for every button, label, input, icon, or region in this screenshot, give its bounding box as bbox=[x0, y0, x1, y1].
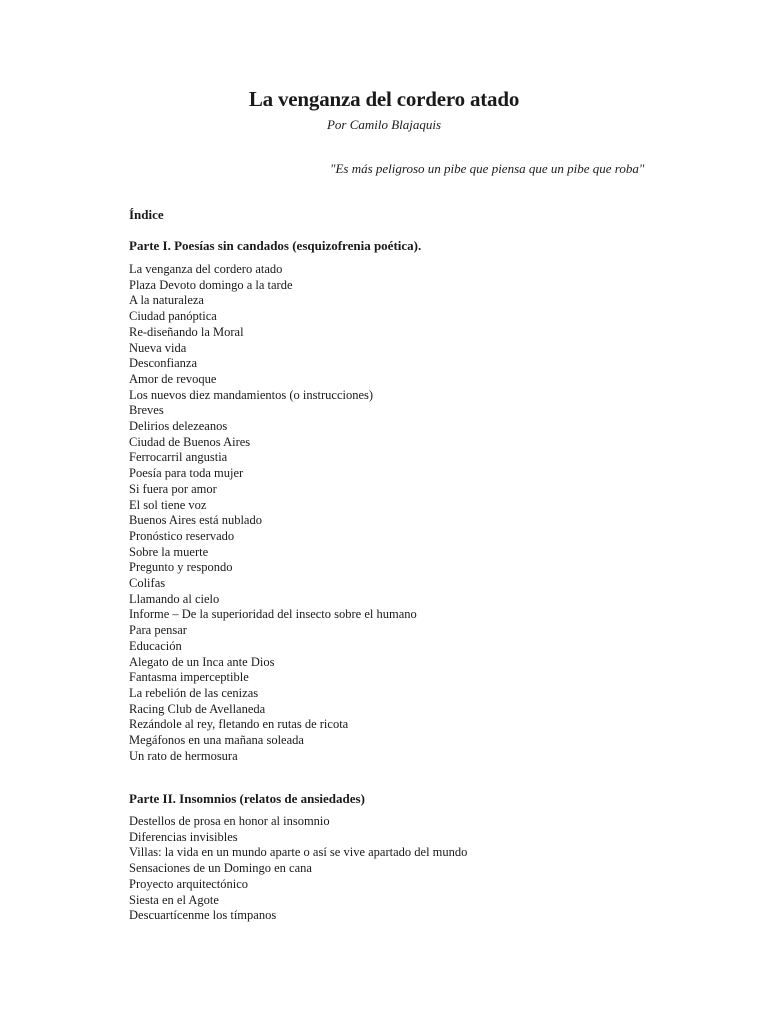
toc-entry: Racing Club de Avellaneda bbox=[129, 701, 266, 716]
toc-entry: Re-diseñando la Moral bbox=[129, 324, 244, 339]
toc-entry: Poesía para toda mujer bbox=[129, 466, 244, 481]
toc-entry: Ciudad de Buenos Aires bbox=[129, 434, 251, 449]
toc-entry: Pregunto y respondo bbox=[129, 560, 233, 575]
toc-entry: Desconfianza bbox=[129, 356, 198, 371]
toc-entry: Megáfonos en una mañana soleada bbox=[129, 733, 304, 748]
toc-entry: Alegato de un Inca ante Dios bbox=[129, 654, 275, 669]
toc-entry: Delirios delezeanos bbox=[129, 419, 228, 434]
toc-entry: Si fuera por amor bbox=[129, 481, 217, 496]
toc-entry: Informe – De la superioridad del insecto sobre el humano bbox=[129, 607, 417, 622]
toc-entry: Colifas bbox=[129, 576, 166, 591]
toc-entry: Nueva vida bbox=[129, 340, 187, 355]
toc-entry: El sol tiene voz bbox=[129, 497, 207, 512]
toc-entry: Diferencias invisibles bbox=[129, 829, 238, 844]
toc-entry: La rebelión de las cenizas bbox=[129, 685, 259, 700]
toc-entry: Los nuevos diez mandamientos (o instrucciones) bbox=[129, 387, 374, 402]
toc-entry: Llamando al cielo bbox=[129, 591, 220, 606]
toc-entry: Ciudad panóptica bbox=[129, 309, 217, 324]
document-title: La venganza del cordero atado bbox=[248, 87, 520, 111]
toc-entry: Destellos de prosa en honor al insomnio bbox=[129, 814, 330, 828]
toc-entry: La venganza del cordero atado bbox=[129, 262, 283, 276]
toc-entry: Proyecto arquitectónico bbox=[129, 876, 249, 891]
part-1-toc-list bbox=[129, 262, 417, 765]
toc-entry: Buenos Aires está nublado bbox=[129, 513, 262, 528]
toc-entry: Sobre la muerte bbox=[129, 544, 209, 559]
part-1-heading: Parte I. Poesías sin candados (esquizofrenia poética). bbox=[129, 238, 422, 253]
toc-entry: Pronóstico reservado bbox=[129, 528, 235, 543]
index-heading: Índice bbox=[129, 207, 164, 222]
toc-entry: Ferrocarril angustia bbox=[129, 450, 228, 465]
toc-entry: Un rato de hermosura bbox=[129, 748, 238, 763]
epigraph-quote: "Es más peligroso un pibe que piensa que un pibe que roba" bbox=[330, 161, 645, 176]
toc-entry: Para pensar bbox=[129, 623, 187, 638]
part-2-toc-list bbox=[129, 814, 467, 924]
toc-entry: Plaza Devoto domingo a la tarde bbox=[129, 277, 293, 292]
toc-entry: Educación bbox=[129, 638, 182, 653]
toc-entry: Villas: la vida en un mundo aparte o así se vive apartado del mundo bbox=[129, 845, 468, 860]
part-2-heading: Parte II. Insomnios (relatos de ansiedades) bbox=[129, 791, 365, 806]
document-author: Por Camilo Blajaquis bbox=[326, 117, 442, 132]
toc-entry: Siesta en el Agote bbox=[129, 892, 219, 907]
toc-entry: Rezándole al rey, fletando en rutas de ricota bbox=[129, 717, 349, 732]
toc-entry: Fantasma imperceptible bbox=[129, 670, 249, 685]
toc-entry: Amor de revoque bbox=[129, 371, 217, 386]
toc-entry: Sensaciones de un Domingo en cana bbox=[129, 861, 312, 876]
toc-entry: Breves bbox=[129, 403, 164, 418]
toc-entry: A la naturaleza bbox=[129, 293, 204, 308]
toc-entry: Descuartícenme los tímpanos bbox=[129, 908, 277, 923]
